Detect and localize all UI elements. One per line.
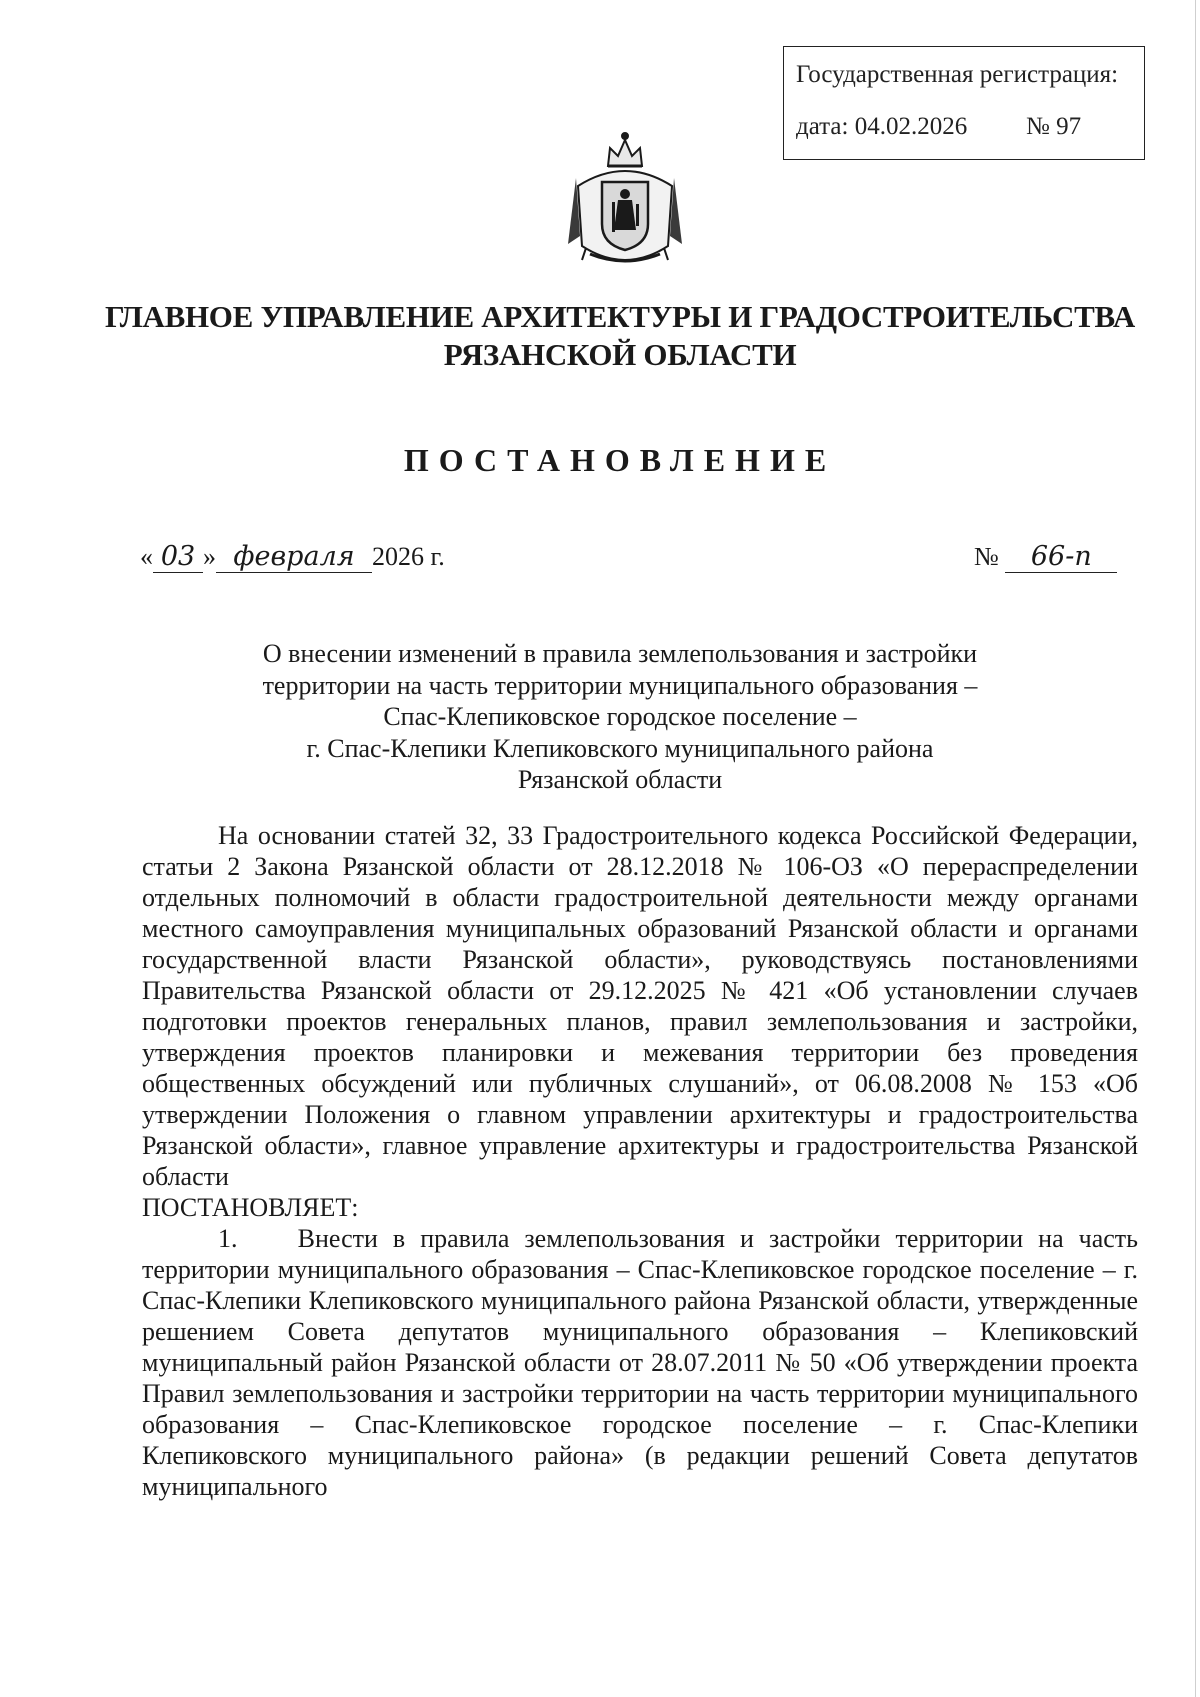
registration-stamp	[783, 46, 1145, 160]
preamble-paragraph: На основании статей 32, 33 Градостроительного кодекса Российской Федерации, статьи 2 Закона Рязанской области от 28.12.2018 № 106-ОЗ «О перераспределении отдельных полномочий в области градостроительной деятельности между органами местного самоуправления муниципальных образований Рязанской области и органами государственной власти Рязанской области», руководствуясь постановлениями Правительства Рязанской области от 29.12.2025 № 421 «Об установлении случаев подготовки проектов генеральных планов, правил землепользования и застройки, утверждения проектов планировки и межевания территории без проведения общественных обсуждений или публичных слушаний», от 06.08.2008 № 153 «Об утверждении Положения о главном управлении архитектуры и градостроительства Рязанской области», главное управление архитектуры и градостроительства Рязанской области	[142, 821, 1138, 1191]
subject-line1: О внесении изменений в правила землепользования и застройки	[262, 639, 978, 668]
coat-of-arms-icon	[560, 126, 690, 276]
number-value: 66-п	[1005, 542, 1117, 573]
item-1-number: 1.	[218, 1224, 238, 1253]
item-1	[142, 1223, 1138, 1502]
document-type: ПОСТАНОВЛЕНИЕ	[403, 442, 837, 478]
date-close-quote: »	[203, 542, 216, 571]
date-year: 2026 г.	[372, 542, 445, 571]
registration-number: № 97	[1026, 113, 1082, 140]
scan-edge	[1195, 0, 1196, 1697]
subject-line3: Спас-Клепиковское городское поселение –	[383, 702, 857, 731]
date-month: февраля	[216, 542, 372, 573]
document-body	[142, 820, 1138, 1502]
date-day: 03	[153, 542, 203, 573]
item-1-text: Внести в правила землепользования и застройки территории на часть территории муниципального образования – Спас-Клепиковское городское поселение – г. Спас-Клепики Клепиковского муниципального района Рязанской области, утвержденные решением Совета депутатов муниципального образования – Клепиковский муниципальный район Рязанской области от 28.07.2011 № 50 «Об утверждении проекта Правил землепользования и застройки территории на часть территории муниципального образования – Спас-Клепиковское городское поселение – г. Спас-Клепики Клепиковского муниципального района» (в редакции решений Совета депутатов муниципального	[142, 1224, 1139, 1501]
subject-line5: Рязанской области	[517, 765, 723, 794]
agency-name-line2: РЯЗАНСКОЙ ОБЛАСТИ	[443, 337, 797, 372]
resolves-word: ПОСТАНОВЛЯЕТ:	[142, 1193, 359, 1222]
subject-line4: г. Спас-Клепики Клепиковского муниципального района	[306, 733, 934, 763]
document-date	[140, 542, 445, 573]
registration-title: Государственная регистрация:	[796, 61, 1119, 88]
document-number	[974, 542, 1117, 573]
registration-date: дата: 04.02.2026	[796, 113, 968, 140]
crown-icon	[608, 133, 642, 166]
agency-name	[90, 298, 1150, 374]
agency-name-line1: ГЛАВНОЕ УПРАВЛЕНИЕ АРХИТЕКТУРЫ И ГРАДОСТРОИТЕЛЬСТВА	[104, 299, 1135, 334]
document-subject	[150, 638, 1090, 796]
subject-line2: территории на часть территории муниципального образования –	[262, 670, 978, 700]
date-open-quote: «	[140, 542, 153, 571]
number-label: №	[974, 542, 999, 571]
